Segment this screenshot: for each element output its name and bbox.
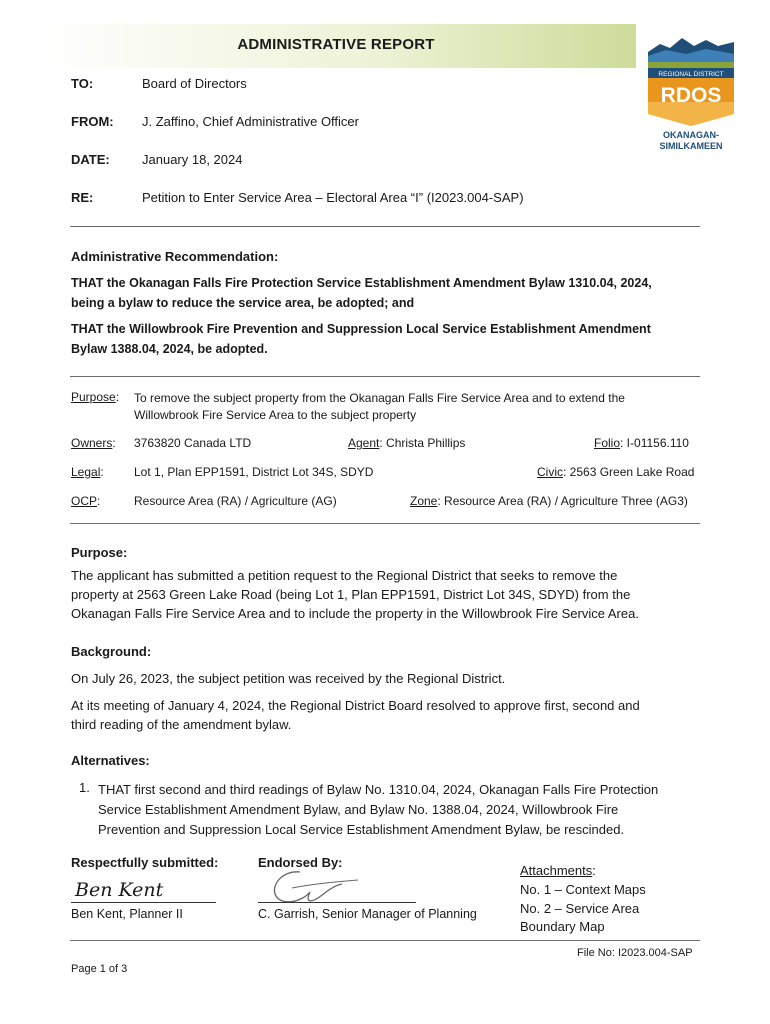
purpose-line3: Okanagan Falls Fire Service Area and to include the property in the Willowbrook Fire Service Area. xyxy=(71,606,639,621)
submitted-signature: Ben Kent xyxy=(75,879,164,901)
background-p2 xyxy=(71,696,701,734)
summary-purpose-text xyxy=(134,390,674,424)
summary-ocp-label: OCP: xyxy=(71,494,101,508)
re-label: RE: xyxy=(71,190,94,205)
divider xyxy=(70,523,700,524)
recommendation-p2-line2: Bylaw 1388.04, 2024, be adopted. xyxy=(71,342,268,356)
signature-line xyxy=(258,902,416,903)
attachments-heading: Attachments: xyxy=(520,863,596,878)
summary-purpose-line1: To remove the subject property from the Okanagan Falls Fire Service Area and to extend the xyxy=(134,391,625,405)
alternative-number: 1. xyxy=(79,780,90,795)
summary-owners-label: Owners: xyxy=(71,436,116,450)
background-p2-line2: third reading of the amendment bylaw. xyxy=(71,717,292,732)
from-value: J. Zaffino, Chief Administrative Officer xyxy=(142,114,359,129)
logo-rdos-text: RDOS xyxy=(660,84,722,107)
purpose-line2: property at 2563 Green Lake Road (being Lot 1, Plan EPP1591, District Lot 34S, SDYD) from the xyxy=(71,587,631,602)
purpose-heading: Purpose: xyxy=(71,545,128,560)
purpose-text xyxy=(71,566,701,623)
alternative-line1: THAT first second and third readings of Bylaw No. 1310.04, 2024, Okanagan Falls Fire Protection xyxy=(98,782,659,797)
attachment-item-1: No. 1 – Context Maps xyxy=(520,882,646,897)
recommendation-para-2 xyxy=(71,319,701,359)
rdos-logo xyxy=(646,32,736,154)
recommendation-para-1 xyxy=(71,273,701,313)
alternative-line2: Service Establishment Amendment Bylaw, and Bylaw No. 1388.04, 2024, Willowbrook Fire xyxy=(98,802,619,817)
logo-okanagan: OKANAGAN- xyxy=(663,130,719,140)
summary-folio: Folio: I-01156.110 xyxy=(594,436,689,450)
to-value: Board of Directors xyxy=(142,76,247,91)
recommendation-p2-line1: THAT the Willowbrook Fire Prevention and Suppression Local Service Establishment Amendment xyxy=(71,322,651,336)
attachment-item-2b: Boundary Map xyxy=(520,919,605,934)
divider xyxy=(70,940,700,941)
background-p2-line1: At its meeting of January 4, 2024, the Regional District Board resolved to approve first, second and xyxy=(71,698,640,713)
recommendation-p1-line2: being a bylaw to reduce the service area, be adopted; and xyxy=(71,296,415,310)
alternative-line3: Prevention and Suppression Local Service Establishment Amendment Bylaw, be rescinded. xyxy=(98,822,625,837)
submitted-name: Ben Kent, Planner II xyxy=(71,907,183,921)
submitted-heading: Respectfully submitted: xyxy=(71,855,219,870)
date-label: DATE: xyxy=(71,152,110,167)
summary-civic: Civic: 2563 Green Lake Road xyxy=(537,465,695,479)
divider xyxy=(70,376,700,377)
summary-agent: Agent: Christa Phillips xyxy=(348,436,466,450)
summary-legal-value: Lot 1, Plan EPP1591, District Lot 34S, SDYD xyxy=(134,465,374,479)
alternatives-heading: Alternatives: xyxy=(71,753,150,768)
divider xyxy=(70,226,700,227)
summary-owners-value: 3763820 Canada LTD xyxy=(134,436,252,450)
attachment-item-2: No. 2 – Service Area xyxy=(520,901,640,916)
summary-purpose-label: Purpose: xyxy=(71,390,120,404)
background-p1: On July 26, 2023, the subject petition was received by the Regional District. xyxy=(71,671,506,686)
to-label: TO: xyxy=(71,76,94,91)
from-label: FROM: xyxy=(71,114,114,129)
page-number: Page 1 of 3 xyxy=(71,963,128,975)
date-value: January 18, 2024 xyxy=(142,152,243,167)
signature-line xyxy=(71,902,216,903)
logo-similkameen: SIMILKAMEEN xyxy=(659,141,723,151)
report-title: ADMINISTRATIVE REPORT xyxy=(237,36,435,53)
recommendation-heading: Administrative Recommendation: xyxy=(71,249,279,264)
summary-legal-label: Legal: xyxy=(71,465,104,479)
re-value: Petition to Enter Service Area – Electoral Area “I” (I2023.004-SAP) xyxy=(142,190,524,205)
recommendation-p1-line1: THAT the Okanagan Falls Fire Protection Service Establishment Amendment Bylaw 1310.04, 2024, xyxy=(71,276,652,290)
background-heading: Background: xyxy=(71,644,152,659)
logo-regional-district: REGIONAL DISTRICT xyxy=(658,71,724,78)
summary-purpose-line2: Willowbrook Fire Service Area to the subject property xyxy=(134,408,417,422)
summary-ocp-value: Resource Area (RA) / Agriculture (AG) xyxy=(134,494,337,508)
endorsed-name: C. Garrish, Senior Manager of Planning xyxy=(258,907,477,921)
endorsed-heading: Endorsed By: xyxy=(258,855,343,870)
summary-zone: Zone: Resource Area (RA) / Agriculture Three (AG3) xyxy=(410,494,688,508)
rdos-logo-icon xyxy=(646,32,736,154)
file-number: File No: I2023.004-SAP xyxy=(577,947,693,959)
alternative-text xyxy=(98,780,698,840)
purpose-line1: The applicant has submitted a petition request to the Regional District that seeks to remove the xyxy=(71,568,618,583)
